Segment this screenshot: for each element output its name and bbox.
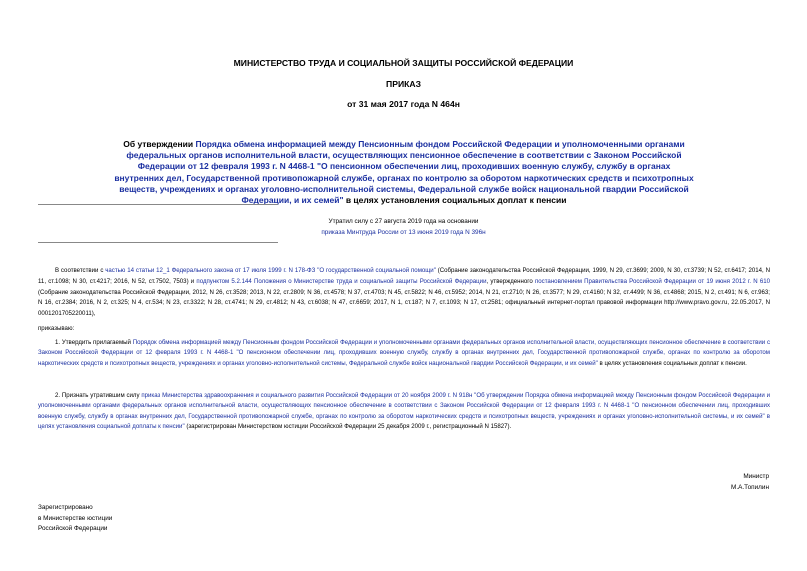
decree-word: приказываю: xyxy=(38,325,75,332)
item-2-text: (зарегистрирован Министерством юстиции Российской Федерации 25 декабря 2009 г., регистрационный N 15827). xyxy=(184,422,512,430)
order-heading: ПРИКАЗ xyxy=(386,79,421,89)
divider-top xyxy=(38,204,278,205)
registration-line: в Министерстве юстиции xyxy=(38,514,113,522)
signature-name: М.А.Топилин xyxy=(731,483,769,491)
title-prefix: Об утверждении xyxy=(123,139,196,149)
order-date: от 31 мая 2017 года N 464н xyxy=(347,99,460,109)
procedure-link[interactable]: Порядок обмена информацией между Пенсионным фондом Российской Федерации и уполномоченными органами федеральных органов исполнительной власти, осуществляющих пенсионное обеспечение в соответствии с Законом Российской Федерации от 12 февраля 1993 г. N 4468-1 "О пенсионном обеспечении лиц, проходивших военную службу, службу в органах внутренних дел, Государственной противопожарной службе, органах по контролю за оборотом наркотических средств и психотропных веществ, учреждениях и органах уголовно-исполнительной системы, Федеральной службе войск национальной гвардии Российской Федерации, и их семей" xyxy=(38,339,770,367)
signature-block xyxy=(731,472,769,493)
item-2-paragraph xyxy=(38,391,770,432)
item-2-text: 2. Признать утратившим силу xyxy=(55,392,142,399)
document-title xyxy=(112,139,696,206)
government-decree-link[interactable]: постановлением Правительства Российской Федерации от 19 июня 2012 г. N 610 xyxy=(534,277,771,285)
regulation-link[interactable]: подпунктом 5.2.144 Положения о Министерстве труда и социальной защиты Российской Федерации xyxy=(196,277,487,285)
item-1-text: в целях установления социальных доплат к пенсии. xyxy=(597,359,747,367)
preamble-text: (Собрание законодательства Российской Федерации, 2012, N 26, ст.3528; 2013, N 22, ст.2809; N 36, ст.4578; N 37, ст.4703; N 45, ст.5822; N 46, ст.5952; 2014, N 21, ст.2710; N 26, ст.3577; N 29, ст.4160; N 32, ст.4499; N 36, ст.4868; 2015, N 2, ст.491; N 6, ст.963; N 16, ст.2384; 2016, N 2, ст.325; N 4, ст.534; N 23, ст.3322; N 28, ст.4741; N 29, ст.4812; N 43, ст.6038; N 47, ст.6659; 2017, N 1, ст.187; N 7, ст.1093; N 17, ст.2581; официальный интернет-портал правовой информации http://www.pravo.gov.ru, 22.05.2017, N 0001201705220011), xyxy=(38,288,770,318)
preamble-text: , утвержденного xyxy=(486,277,535,285)
divider-bottom xyxy=(38,242,278,243)
registration-line: Зарегистрировано xyxy=(38,504,93,511)
title-procedure-link[interactable]: Порядка обмена информацией между Пенсионным фондом Российской Федерации и уполномоченными органами федеральных органов исполнительной власти, осуществляющих пенсионное обеспечение в соответствии с Законом Российской Федерации от 12 февраля 1993 г. N 4468-1 "О пенсионном обеспечении лиц, проходивших военную службу, службу в органах внутренних дел, Государственной противопожарной службе, органах по контролю за оборотом наркотических средств и психотропных веществ, учреждениях и органах уголовно-исполнительной системы, Федеральной службе войск национальной гвардии Российской Федерации, и их семей" xyxy=(114,139,694,206)
item-1-paragraph xyxy=(38,338,770,369)
status-line: Утратил силу с 27 августа 2019 года на основании xyxy=(328,218,479,225)
registration-block xyxy=(38,503,112,535)
ministry-heading: МИНИСТЕРСТВО ТРУДА И СОЦИАЛЬНОЙ ЗАЩИТЫ РОССИЙСКОЙ ФЕДЕРАЦИИ xyxy=(233,58,574,68)
federal-law-link[interactable]: частью 14 статьи 12_1 Федерального закона от 17 июля 1999 г. N 178-ФЗ "О государственной социальной помощи" xyxy=(105,267,436,274)
preamble-paragraph xyxy=(38,266,770,320)
registration-line: Российской Федерации xyxy=(38,525,108,532)
signature-position: Министр xyxy=(743,473,769,480)
repealed-order-link[interactable]: приказ Министерства здравоохранения и социального развития Российской Федерации от 20 ноября 2009 г. N 918н "Об утверждении Порядка обмена информацией между Пенсионным фондом Российской Федерации и уполномоченными органами федеральных органов исполнительной власти, осуществляющих пенсионное обеспечение в соответствии с Законом Российской Федерации от 12 февраля 1993 г. N 4468-1 "О пенсионном обеспечении лиц, проходивших военную службу, службу в органах внутренних дел, Государственной противопожарной службе, органах по контролю за оборотом наркотических средств и психотропных веществ, учреждениях и органах уголовно-исполнительной системы, и их семей" в целях установления социальной доплаты к пенсии" xyxy=(38,392,771,430)
status-note xyxy=(0,217,807,238)
item-1-text: 1. Утвердить прилагаемый xyxy=(55,339,133,346)
preamble-text: (Собрание законодательства Российской Федерации, 1999, N 29, ст.3699; 2009, N 30, ст.3739; N 52, ст.6417; 2014, N 11, ст.1098; N 30, ст.4217; 2016, N 52, ст.7502, 7503) и xyxy=(38,267,770,285)
repeal-order-link[interactable]: приказа Минтруда России от 13 июня 2019 года N 396н xyxy=(321,228,486,236)
preamble-text: В соответствии с xyxy=(55,267,106,274)
title-suffix: в целях установления социальных доплат к пенсии xyxy=(343,195,567,206)
